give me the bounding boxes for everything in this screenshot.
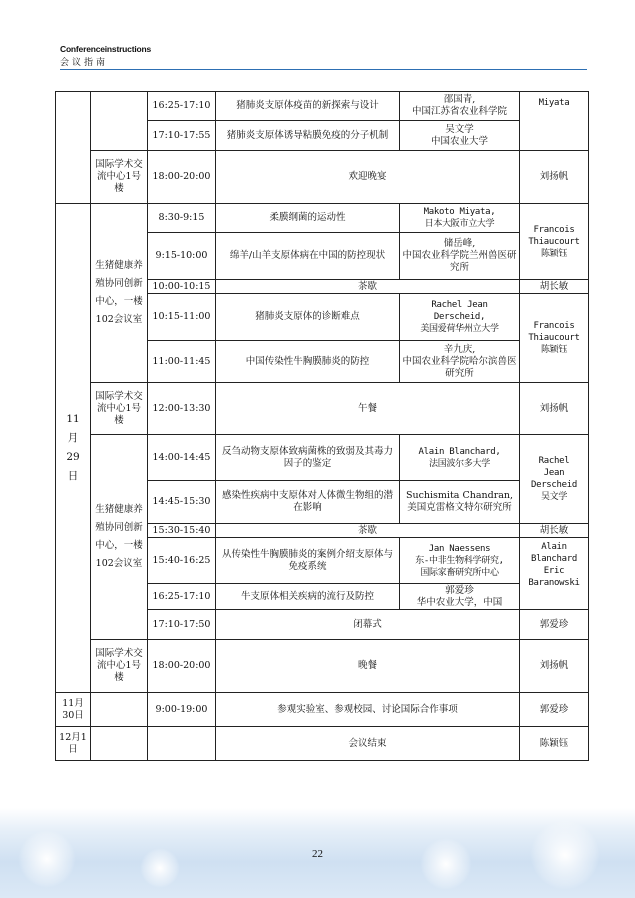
topic-cell: 晚餐 <box>216 640 520 693</box>
table-row <box>56 92 589 121</box>
time-cell: 15:40-16:25 <box>148 538 216 584</box>
chair-name: Miyata <box>538 98 570 108</box>
table-row <box>56 204 589 233</box>
time-cell: 14:45-15:30 <box>148 481 216 524</box>
speaker-cell: 辛九庆, 中国农业科学院哈尔滨兽医研究所 <box>400 341 520 383</box>
time-cell: 9:00-19:00 <box>148 693 216 727</box>
table-row <box>56 640 589 693</box>
venue-cell <box>91 727 148 761</box>
time-cell: 18:00-20:00 <box>148 151 216 204</box>
time-cell: 12:00-13:30 <box>148 383 216 435</box>
topic-cell: 中国传染性牛胸膜肺炎的防控 <box>216 341 400 383</box>
speaker-cell: 储岳峰, 中国农业科学院兰州兽医研究所 <box>400 233 520 280</box>
time-cell: 15:30-15:40 <box>148 524 216 538</box>
time-cell: 17:10-17:55 <box>148 121 216 151</box>
speaker-name: Rachel Jean Derscheid, 美国爱荷华州立大学 <box>420 300 499 334</box>
topic-cell: 欢迎晚宴 <box>216 151 520 204</box>
topic-cell: 猪肺炎支原体疫苗的新探索与设计 <box>216 92 400 121</box>
chair-cell <box>520 204 589 280</box>
time-cell: 14:00-14:45 <box>148 435 216 481</box>
table-row <box>56 151 589 204</box>
speaker-cell: 邵国青, 中国江苏省农业科学院 <box>400 92 520 121</box>
chair-cell <box>520 435 589 524</box>
topic-cell: 从传染性牛胸膜肺炎的案例介绍支原体与免疫系统 <box>216 538 400 584</box>
chair-name: Francois Thiaucourt 陈颖钰 <box>528 224 580 259</box>
time-cell: 11:00-11:45 <box>148 341 216 383</box>
chair-name: Rachel Jean Derscheid 吴文学 <box>530 456 578 502</box>
topic-cell: 柔膜纲菌的运动性 <box>216 204 400 233</box>
time-cell: 16:25-17:10 <box>148 584 216 610</box>
speaker-name: Jan Naessens 东-中非生物科学研究, 国际家畜研究所中心 <box>415 543 504 578</box>
topic-cell: 午餐 <box>216 383 520 435</box>
topic-cell: 茶歇 <box>216 524 520 538</box>
header-rule <box>60 69 587 70</box>
chair-name: Francois Thiaucourt 陈颖钰 <box>528 321 580 355</box>
chair-name: Alain Blanchard Eric Baranowski <box>528 542 580 588</box>
chair-cell <box>520 92 589 151</box>
speaker-cell: 郭爱珍 华中农业大学，中国 <box>400 584 520 610</box>
time-cell: 9:15-10:00 <box>148 233 216 280</box>
speaker-name: Alain Blanchard, 法国波尔多大学 <box>418 446 501 469</box>
date-cell: 11月30日 <box>56 693 91 727</box>
speaker-cell <box>400 538 520 584</box>
venue-cell: 国际学术交流中心1号楼 <box>91 383 148 435</box>
topic-cell: 参观实验室、参观校园、讨论国际合作事项 <box>216 693 520 727</box>
venue-cell: 生猪健康养殖协同创新中心，一楼102会议室 <box>91 204 148 383</box>
table-row <box>56 693 589 727</box>
date-cell: 11 月 29 日 <box>56 204 91 693</box>
chair-cell: 郭爱珍 <box>520 610 589 640</box>
table-row <box>56 727 589 761</box>
venue-cell <box>91 92 148 151</box>
chair-cell: 刘扬帆 <box>520 640 589 693</box>
time-cell: 18:00-20:00 <box>148 640 216 693</box>
time-cell: 8:30-9:15 <box>148 204 216 233</box>
topic-cell: 感染性疾病中支原体对人体微生物组的潜在影响 <box>216 481 400 524</box>
topic-cell: 猪肺炎支原体的诊断难点 <box>216 294 400 341</box>
time-cell: 16:25-17:10 <box>148 92 216 121</box>
venue-cell: 生猪健康养殖协同创新中心，一楼102会议室 <box>91 435 148 640</box>
table-row <box>56 435 589 481</box>
speaker-cell: 吴文学 中国农业大学 <box>400 121 520 151</box>
topic-cell: 闭幕式 <box>216 610 520 640</box>
chair-cell: 刘扬帆 <box>520 151 589 204</box>
time-cell: 17:10-17:50 <box>148 610 216 640</box>
date-cell: 12月1日 <box>56 727 91 761</box>
topic-cell: 茶歇 <box>216 280 520 294</box>
time-cell <box>148 727 216 761</box>
venue-cell: 国际学术交流中心1号楼 <box>91 640 148 693</box>
speaker-cell <box>400 435 520 481</box>
chair-cell: 胡长敏 <box>520 524 589 538</box>
chair-cell <box>520 538 589 610</box>
topic-cell: 绵羊/山羊支原体病在中国的防控现状 <box>216 233 400 280</box>
chair-cell <box>520 294 589 383</box>
chair-cell: 陈颖钰 <box>520 727 589 761</box>
venue-cell: 国际学术交流中心1号楼 <box>91 151 148 204</box>
speaker-name: Makoto Miyata, 日本大阪市立大学 <box>423 207 496 229</box>
table-row <box>56 383 589 435</box>
topic-cell: 猪肺炎支原体诱导粘膜免疫的分子机制 <box>216 121 400 151</box>
speaker-cell <box>400 294 520 341</box>
speaker-cell <box>400 204 520 233</box>
speaker-cell: Suchismita Chandran, 美国克雷格文特尔研究所 <box>400 481 520 524</box>
page-number: 22 <box>312 848 323 860</box>
venue-cell <box>91 693 148 727</box>
topic-cell: 会议结束 <box>216 727 520 761</box>
time-cell: 10:15-11:00 <box>148 294 216 341</box>
decorative-flake <box>420 838 472 890</box>
chair-cell: 胡长敏 <box>520 280 589 294</box>
header-title-en: Conferenceinstructions <box>60 44 152 54</box>
topic-cell: 反刍动物支原体致病菌株的致弱及其毒力因子的鉴定 <box>216 435 400 481</box>
time-cell: 10:00-10:15 <box>148 280 216 294</box>
date-cell <box>56 92 91 204</box>
header-title-zh: 会议指南 <box>60 58 109 68</box>
chair-cell: 郭爱珍 <box>520 693 589 727</box>
topic-cell: 牛支原体相关疾病的流行及防控 <box>216 584 400 610</box>
schedule-table <box>55 91 589 761</box>
chair-cell: 刘扬帆 <box>520 383 589 435</box>
